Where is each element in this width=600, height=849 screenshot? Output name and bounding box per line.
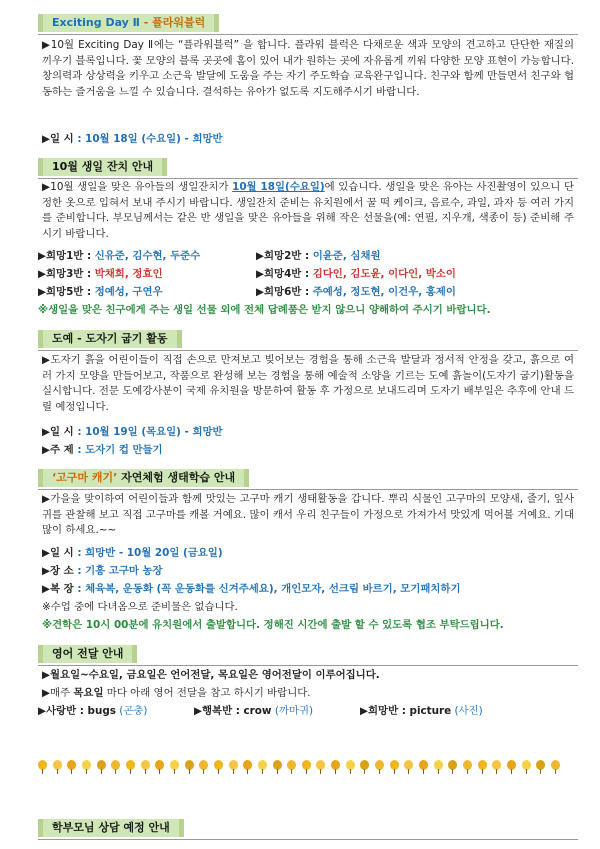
- section-english: [38, 645, 578, 717]
- class-names: 정예성, 구연우: [94, 286, 163, 298]
- tree-icon: [141, 760, 150, 774]
- weekly-line: ▶매주 목요일 마다 아래 영어 전달을 참고 하시기 바랍니다.: [42, 687, 311, 699]
- class-entry: ▶희망2반 : 이윤준, 심채원: [256, 250, 381, 262]
- tree-icon: [507, 760, 516, 774]
- header-rule: [38, 839, 578, 840]
- date-line: ▶일 시 : 10월 19일 (목요일) - 희망반: [42, 426, 223, 438]
- section-sweet-potato: [38, 469, 578, 631]
- tree-icon: [463, 760, 472, 774]
- english-item: ▶행복반 : crow (까마귀): [194, 705, 314, 717]
- tree-icon: [82, 760, 91, 774]
- section-header: ‘고구마 캐기’ 자연체험 생태학습 안내: [38, 469, 249, 487]
- tree-icon: [492, 760, 501, 774]
- place-line: ▶장 소 : 기흥 고구마 농장: [42, 565, 163, 577]
- english-item: ▶희망반 : picture (사진): [360, 705, 483, 717]
- class-label: ▶희망1반 :: [38, 250, 95, 262]
- paragraph: ▶가을을 맞이하여 어린이들과 함께 맛있는 고구마 캐기 생태활동을 갑니다. 뿌리 식물인 고구마의 모양새, 줄기, 잎사귀를 관찰해 보고 직접 고구마를 캐볼 거예요. 많이 캐서 우리 친구들이 가정으로 가져가서 맛있게 먹어볼 거예요. 기대 많이 하세요.~~: [42, 493, 574, 537]
- section-counseling: [38, 819, 578, 837]
- tree-icon: [111, 760, 120, 774]
- tree-icon: [273, 760, 282, 774]
- tree-icon: [199, 760, 208, 774]
- section-exciting-day: [38, 14, 578, 145]
- tree-icon: [53, 760, 62, 774]
- tree-icon: [551, 760, 560, 774]
- tree-icon: [536, 760, 545, 774]
- header-rule: [38, 489, 578, 490]
- tree-icon: [478, 760, 487, 774]
- class-entry: ▶희망6반 : 주예성, 정도현, 이건우, 홍제이: [256, 286, 456, 298]
- section-title-part: - 플라워블럭: [139, 16, 206, 29]
- tree-icon: [67, 760, 76, 774]
- schedule-line: ▶월요일~수요일, 금요일은 언어전달, 목요일은 영어전달이 이루어집니다.: [42, 669, 380, 681]
- tree-icon: [243, 760, 252, 774]
- paragraph: ▶도자기 흙을 어린이들이 직접 손으로 만져보고 빚어보는 경험을 통해 소근육 발달과 정서적 안정을 갖고, 흙으로 여러 가지 모양을 만들어보고, 작품으로 완성해 보는 경험을 통해 예술적 소양을 기르는 도예 흙놀이(도자기 굽기)활동을 실시합니다. 전문 도예강사분이 국제 유치원을 방문하여 활동 후 가정으로 보내드리며 도자기 배부일은 추후에 안내 드릴 예정입니다.: [42, 354, 574, 414]
- header-rule: [38, 178, 578, 179]
- autumn-trees-divider: [38, 760, 560, 774]
- supplies-note: ※수업 중에 다녀옴으로 준비물은 없습니다.: [42, 601, 238, 613]
- tree-icon: [38, 760, 47, 774]
- tree-icon: [287, 760, 296, 774]
- topic-line: ▶주 제 : 도자기 컵 만들기: [42, 444, 163, 456]
- tree-icon: [214, 760, 223, 774]
- tree-icon: [155, 760, 164, 774]
- tree-icon: [229, 760, 238, 774]
- header-rule: [38, 665, 578, 666]
- tree-icon: [126, 760, 135, 774]
- section-title-part: Exciting Day Ⅱ: [52, 16, 140, 29]
- class-label: ▶희망3반 :: [38, 268, 95, 280]
- tree-icon: [375, 760, 384, 774]
- class-label: ▶희망5반 :: [38, 286, 95, 298]
- tree-icon: [346, 760, 355, 774]
- class-names: 신유준, 김수현, 두준수: [94, 250, 201, 262]
- section-header: 도예 - 도자기 굽기 활동: [38, 330, 182, 348]
- class-row: [38, 267, 578, 282]
- section-header: 10월 생일 잔치 안내: [38, 158, 167, 176]
- tree-icon: [258, 760, 267, 774]
- tree-icon: [448, 760, 457, 774]
- date-line: ▶일 시 : 희망반 - 10월 20일 (금요일): [42, 547, 223, 559]
- dress-line: ▶복 장 : 체육복, 운동화 (꼭 운동화를 신겨주세요), 개인모자, 선크림 바르기, 모기패치하기: [42, 583, 461, 595]
- tree-icon: [360, 760, 369, 774]
- date-line: ▶일 시 : 10월 18일 (수요일) - 희망반: [42, 133, 223, 145]
- section-header: 영어 전달 안내: [38, 645, 137, 663]
- tree-icon: [331, 760, 340, 774]
- english-item: ▶사랑반 : bugs (곤충): [38, 705, 148, 717]
- header-rule: [38, 34, 578, 35]
- tree-icon: [522, 760, 531, 774]
- tree-icon: [170, 760, 179, 774]
- section-header: 학부모님 상담 예정 안내: [38, 819, 184, 837]
- tree-icon: [390, 760, 399, 774]
- gift-note: ※생일을 맞은 친구에게 주는 생일 선물 외에 전체 답례품은 받지 않으니 양해하여 주시기 바랍니다.: [38, 304, 491, 316]
- paragraph: ▶10월 Exciting Day Ⅱ에는 “플라워블럭” 을 합니다. 플라워 블럭은 다채로운 색과 모양의 견고하고 단단한 재질의 끼우기 블록입니다. 꽃 모양의 블록 곳곳에 홈이 있어 내가 원하는 곳에 자유롭게 끼워 다양한 모양 표현이 가능합니다. 창의력과 상상력을 키우고 소근육 발달에 도움을 주는 자기 주도학습 교육완구입니다. 친구와 함께 만들면서 친구와 협동하는 즐거움을 느낄 수 있습니다. 결석하는 유아가 없도록 지도해주시기 바랍니다.: [42, 39, 574, 99]
- english-words-row: [38, 704, 578, 719]
- class-row: [38, 249, 578, 264]
- class-entry: ▶희망4반 : 김다인, 김도윤, 이다인, 박소이: [256, 268, 456, 280]
- tree-icon: [434, 760, 443, 774]
- class-row: [38, 285, 578, 300]
- tree-icon: [302, 760, 311, 774]
- section-pottery: [38, 330, 578, 456]
- paragraph: ▶10월 생일을 맞은 유아들의 생일잔치가 10월 18일(수요일)에 있습니다. 생일을 맞은 유아는 사진촬영이 있으니 단정한 옷으로 입혀서 보내 주시기 바랍니다. 생일잔치 준비는 유치원에서 꿀 떡 케이크, 음료수, 과일, 과자 등 여러 가지를 준비합니다. 부모님께서는 같은 반 생일을 맞은 유아들을 위해 작은 선물을(예: 연필, 지우개, 색종이 등) 준비해 주시기 바랍니다.: [42, 181, 574, 241]
- section-birthday: [38, 158, 578, 316]
- tree-icon: [316, 760, 325, 774]
- tree-icon: [97, 760, 106, 774]
- header-rule: [38, 350, 578, 351]
- departure-note: ※견학은 10시 00분에 유치원에서 출발합니다. 정해진 시간에 출발 할 수 있도록 협조 부탁드립니다.: [42, 619, 504, 631]
- section-header: [38, 14, 219, 32]
- tree-icon: [185, 760, 194, 774]
- class-names: 박채희, 정효인: [94, 268, 163, 280]
- tree-icon: [404, 760, 413, 774]
- tree-icon: [419, 760, 428, 774]
